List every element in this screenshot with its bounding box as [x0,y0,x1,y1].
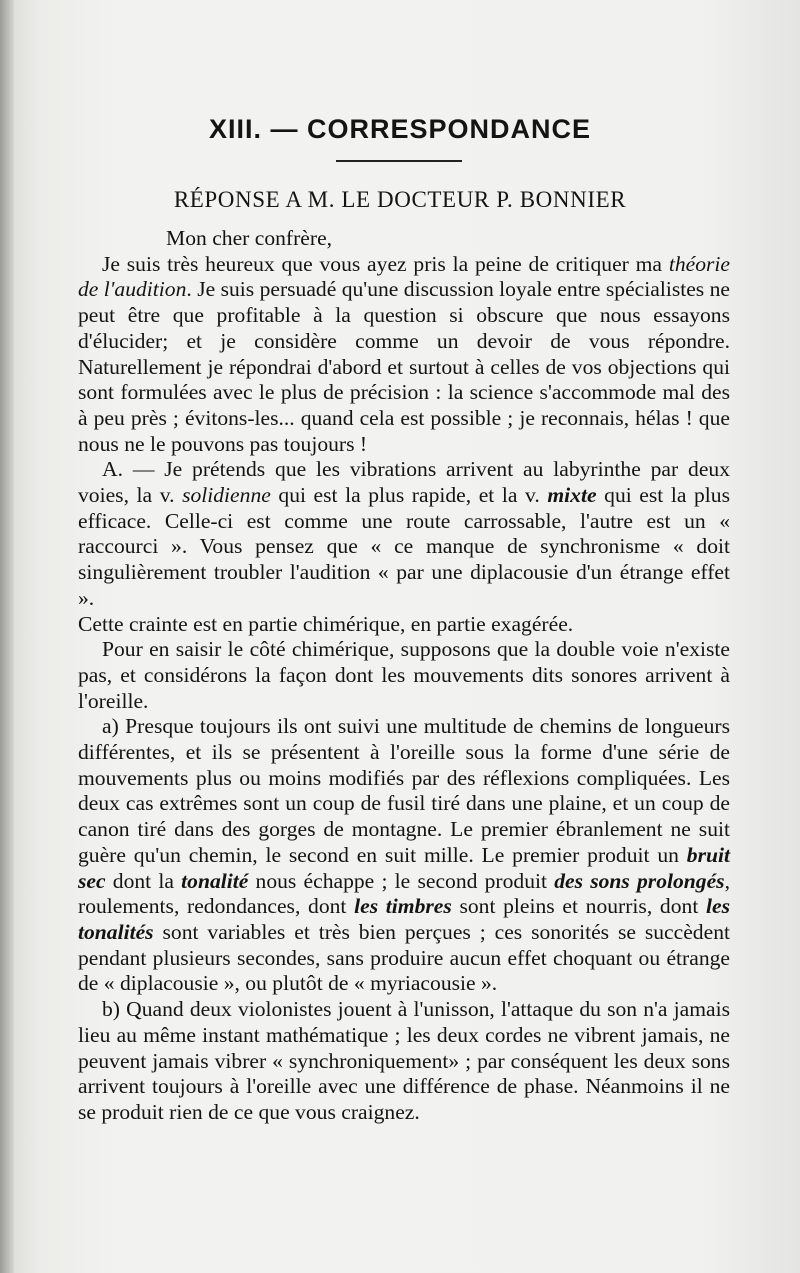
paragraph-4: Pour en saisir le côté chimérique, supposons que la double voie n'existe pas, et considérons la façon dont les mouvements dits sonores arrivent à l'oreille. [78,637,730,713]
italic-run: théorie de l'audition [78,251,730,302]
text-run: . Je suis persuadé qu'une discussion loyale entre spécialistes ne peut être que profitable à la question si obscure que nous essayons d'élucider; et je considère comme un devoir de vous répondre. Naturellement je répondrai d'abord et surtout à celles de vos objections qui sont formulées avec le plus de précision : la science s'accommode mal des à peu près ; évitons-les... quand cela est possible ; je reconnais, hélas ! que nous ne le pouvons pas toujours ! [78,277,730,456]
italic-run: les timbres [354,894,452,919]
italic-run: les tonalités [78,894,730,944]
letter-subtitle: RÉPONSE A M. LE DOCTEUR P. BONNIER [173,187,627,212]
text-run: sont variables et très bien perçues ; ces sonorités se succèdent pendant plusieurs secondes, sans produire aucun effet choquant ou étrange de « diplacousie », ou plutôt de « myriacousie ». [78,919,730,996]
italic-run: des sons prolongés [554,868,725,893]
paragraph-3: Cette crainte est en partie chimérique, en partie exagérée. [78,611,574,636]
paragraph-1 [78,252,730,458]
text-run: A. — Je prétends que les vibrations arrivent au labyrinthe par deux voies, la v. [78,457,730,508]
text-run: qui est la plus rapide, et la v. [270,483,548,508]
italic-run: tonalité [181,868,249,893]
text-run: qui est la plus efficace. Celle-ci est comme une route carrossable, l'autre est un « raccourci ». Vous pensez que « ce manque de synchronisme « doit singulièrement troubler l'audition « par une diplacousie d'un étrange effet ». [78,483,730,610]
text-run: a) Presque toujours ils ont suivi une multitude de chemins de longueurs différentes, et ils se présentent à l'oreille sous la forme d'une série de mouvements plus ou moins modifiés par des réflexions compliquées. Les deux cas extrêmes sont un coup de fusil tiré dans une plaine, et un coup de canon tiré dans des gorges de montagne. Le premier ébranlement ne suit guère qu'un chemin, le second en suit mille. Le premier produit un [78,714,730,867]
text-run: dont la [105,868,182,893]
italic-run: bruit sec [78,842,730,893]
italic-run: mixte [547,483,597,508]
body-text [78,226,730,1126]
paragraph-6: b) Quand deux violonistes jouent à l'unisson, l'attaque du son n'a jamais lieu au même instant mathématique ; les deux cordes ne vibrent jamais, ne peuvent jamais vibrer « synchroniquement» ; par conséquent les deux sons arrivent toujours à l'oreille avec une différence de phase. Néanmoins il ne se produit rien de ce que vous craignez. [78,997,730,1124]
paragraph-5 [78,714,730,997]
text-run: sont pleins et nourris, dont [451,894,706,919]
section-title: XIII. — CORRESPONDANCE [208,114,592,144]
salutation: Mon cher confrère, [166,226,333,250]
italic-run: solidienne [182,483,271,508]
text-run: nous échappe ; le second produit [248,868,555,893]
paragraph-2 [78,457,730,611]
title-rule [336,160,462,162]
text-run: Je suis très heureux que vous ayez pris la peine de critiquer ma [102,251,669,276]
text-run: , roulements, redondances, dont [78,868,730,919]
